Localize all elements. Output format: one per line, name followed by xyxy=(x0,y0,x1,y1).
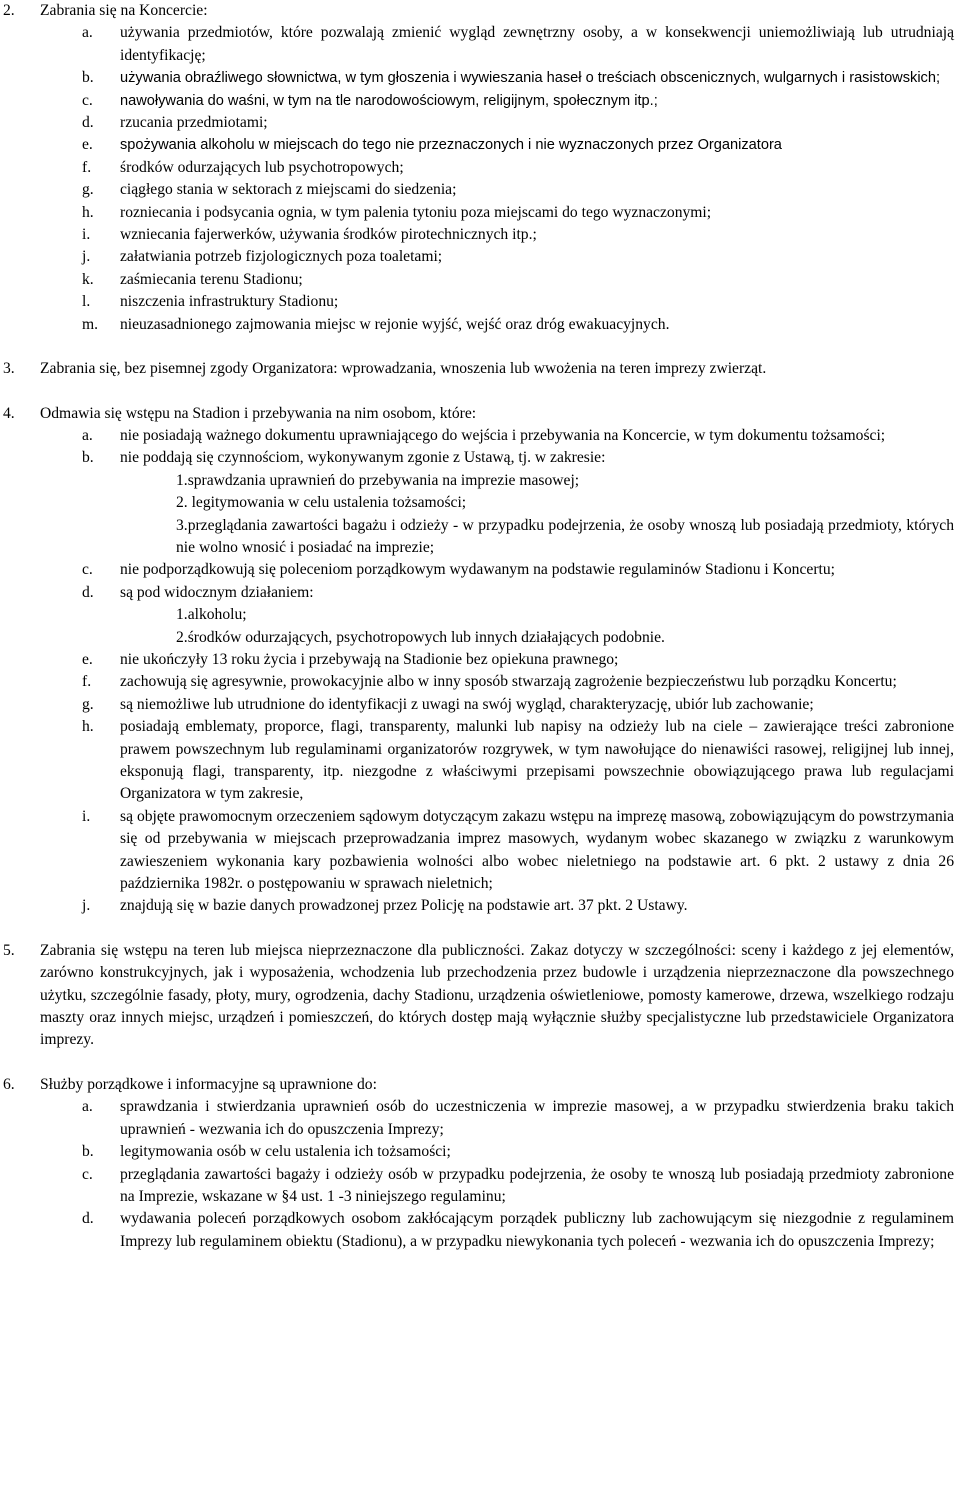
list-item xyxy=(0,1096,954,1141)
section-text: Zabrania się, bez pisemnej zgody Organizatora: wprowadzania, wnoszenia lub wwożenia na teren imprezy zwierząt. xyxy=(40,360,767,378)
section-4-list xyxy=(0,425,954,918)
item-label: e. xyxy=(82,136,93,154)
item-label: i. xyxy=(82,226,91,244)
list-item xyxy=(0,806,954,896)
section-title: Zabrania się na Koncercie: xyxy=(40,2,208,19)
section-6-heading xyxy=(0,1074,954,1096)
list-item xyxy=(0,314,954,336)
list-item xyxy=(0,671,954,693)
item-label: b. xyxy=(82,69,94,87)
list-item xyxy=(0,22,954,67)
item-label: b. xyxy=(82,1143,94,1161)
item-label: a. xyxy=(82,426,93,444)
item-text: nie posiadają ważnego dokumentu uprawniającego do wejścia i przebywania na Koncercie, w tym dokumentu tożsamości; xyxy=(120,426,886,444)
item-text: ciągłego stania w sektorach z miejscami do siedzenia; xyxy=(120,181,457,199)
list-item xyxy=(0,202,954,224)
list-item xyxy=(0,716,954,806)
item-text: są objęte prawomocnym orzeczeniem sądowym dotyczącym zakazu wstępu na imprezę masową, zobowiązującym do powstrzymania się od przebywania w miejscach przeprowadzania imprez masowych, wydanym wobec skazanego w związku z warunkowym zawieszeniem wykonania kary pozbawienia wolności albo wobec nieletniego na podstawie art. 6 pkt. 2 ustawy z dnia 26 października 1982r. o postępowaniu w sprawach nieletnich; xyxy=(120,807,954,893)
list-item xyxy=(0,582,954,604)
item-label: g. xyxy=(82,181,94,199)
item-label: d. xyxy=(82,1210,94,1228)
spacer xyxy=(0,336,954,358)
section-number: 4. xyxy=(3,404,15,422)
section-title: Odmawia się wstępu na Stadion i przebywania na nim osobom, które: xyxy=(40,404,477,422)
list-item xyxy=(0,67,954,89)
item-text: są pod widocznym działaniem: xyxy=(120,583,314,601)
item-label: h. xyxy=(82,203,94,221)
section-number: 5. xyxy=(3,941,15,959)
item-label: h. xyxy=(82,718,94,736)
list-item xyxy=(0,694,954,716)
item-text: są niemożliwe lub utrudnione do identyfikacji z uwagi na swój wygląd, charakteryzację, ubiór lub zachowanie; xyxy=(120,695,814,713)
item-text: znajdują się w bazie danych prowadzonej przez Policję na podstawie art. 37 pkt. 2 Ustawy. xyxy=(120,897,688,915)
item-label: m. xyxy=(82,315,99,333)
item-label: d. xyxy=(82,583,94,601)
sub-item: 2. legitymowania w celu ustalenia tożsamości; xyxy=(176,494,467,512)
item-text: rozniecania i podsycania ognia, w tym palenia tytoniu poza miejscami do tego wyznaczonymi; xyxy=(120,203,712,221)
item-text: nie podporządkowują się poleceniom porządkowym wydawanym na podstawie regulaminów Stadionu i Koncertu; xyxy=(120,561,835,579)
section-2-heading xyxy=(0,0,954,22)
sub-item: 2.środków odurzających, psychotropowych lub innych działających podobnie. xyxy=(176,628,665,646)
sub-item: 3.przeglądania zawartości bagażu i odzieży - w przypadku podejrzenia, że osoby wnoszą lub posiadają przedmioty, których nie wolno wnosić i posiadać na imprezie; xyxy=(176,516,954,556)
spacer xyxy=(0,381,954,403)
item-text: nie ukończyły 13 roku życia i przebywają na Stadionie bez opiekuna prawnego; xyxy=(120,650,619,668)
item-text: legitymowania osób w celu ustalenia ich tożsamości; xyxy=(120,1143,451,1161)
section-title: Służby porządkowe i informacyjne są uprawnione do: xyxy=(40,1075,377,1093)
list-item xyxy=(0,425,954,447)
item-text: środków odurzających lub psychotropowych; xyxy=(120,158,404,176)
item-label: f. xyxy=(82,673,92,691)
item-text: używania przedmiotów, które pozwalają zmienić wygląd zewnętrzny osoby, a w konsekwencji uniemożliwiają lub utrudniają identyfikację; xyxy=(120,24,954,64)
item-label: i. xyxy=(82,807,91,825)
item-text: spożywania alkoholu w miejscach do tego nie przeznaczonych i nie wyznaczonych przez Organizatora xyxy=(120,137,782,154)
item-label: a. xyxy=(82,1098,93,1116)
section-number: 3. xyxy=(3,360,15,378)
list-item xyxy=(0,895,954,917)
item-text: nawoływania do waśni, w tym na tle narodowościowym, religijnym, społecznym itp.; xyxy=(120,92,658,109)
section-6-list xyxy=(0,1096,954,1253)
item-text: używania obraźliwego słownictwa, w tym głoszenia i wywieszania haseł o treściach obscenicznych, wulgarnych i rasistowskich; xyxy=(120,70,941,87)
list-item xyxy=(0,134,954,156)
section-text: Zabrania się wstępu na teren lub miejsca nieprzeznaczone dla publiczności. Zakaz dotyczy w szczególności: sceny i każdego z jej elementów, zarówno konstrukcyjnych, jak i wyposażenia, wchodzenia lub przechodzenia przez budowle i urządzenia nieprzeznaczone dla powszechnego użytku, szczególnie fasady, płoty, mury, ogrodzenia, dachy Stadionu, urządzenia oświetleniowe, pomosty kamerowe, drzewa, wszelkiego rodzaju maszty oraz innych miejsc, urządzeń i pomieszczeń, do których dostęp mają wyłącznie służby specjalistyczne lub przedstawiciele Organizatora imprezy. xyxy=(40,941,954,1049)
list-item xyxy=(0,1208,954,1253)
section-4-heading xyxy=(0,403,954,425)
item-label: e. xyxy=(82,650,93,668)
item-text: zachowują się agresywnie, prowokacyjnie albo w inny sposób stwarzają zagrożenie bezpieczeństwu lub porządku Koncertu; xyxy=(120,673,897,691)
item-text: nieuzasadnionego zajmowania miejsc w rejonie wyjść, wejść oraz dróg ewakuacyjnych. xyxy=(120,315,670,333)
item-text: wzniecania fajerwerków, używania środków pirotechnicznych itp.; xyxy=(120,226,537,244)
section-number: 6. xyxy=(3,1075,15,1093)
item-label: b. xyxy=(82,449,94,467)
list-item xyxy=(0,224,954,246)
section-2-list xyxy=(0,22,954,336)
item-text: sprawdzania i stwierdzania uprawnień osób do uczestniczenia w imprezie masowej, a w przypadku stwierdzenia braku takich uprawnień - wezwania ich do opuszczenia Imprezy; xyxy=(120,1098,954,1138)
item-text: niszczenia infrastruktury Stadionu; xyxy=(120,293,339,311)
list-item xyxy=(0,649,954,671)
list-item xyxy=(0,559,954,581)
item-label: c. xyxy=(82,91,93,109)
sub-item: 1.sprawdzania uprawnień do przebywania na imprezie masowej; xyxy=(176,471,580,489)
list-item xyxy=(0,157,954,179)
list-item xyxy=(0,179,954,201)
list-item xyxy=(0,269,954,291)
item-text: wydawania poleceń porządkowych osobom zakłócającym porządek publiczny lub zachowującym się niezgodnie z regulaminem Imprezy lub regulaminem obiektu (Stadionu), a w przypadku niewykonania tych poleceń - wezwania ich do opuszczenia Imprezy; xyxy=(120,1210,954,1250)
item-label: f. xyxy=(82,158,92,176)
item-label: c. xyxy=(82,561,93,579)
section-3 xyxy=(0,358,954,380)
item-text: nie poddają się czynnościom, wykonywanym zgonie z Ustawą, tj. w zakresie: xyxy=(120,449,606,467)
item-label: j. xyxy=(82,248,91,266)
list-item xyxy=(0,1164,954,1209)
item-label: d. xyxy=(82,114,94,132)
item-text: zaśmiecania terenu Stadionu; xyxy=(120,270,303,288)
item-text: posiadają emblematy, proporce, flagi, transparenty, malunki lub napisy na odzieży lub na ciele – zawierające treści zabronione prawem powszechnym lub regulaminami organizatorów rozgrywek, w tym nawołujące do nienawiści rasowej, religijnej lub innej, eksponują flagi, transparenty, itp. niezgodne z właściwymi przepisami powszechnie obowiązującego prawa lub regulacjami Organizatora w tym zakresie, xyxy=(120,718,954,803)
item-text: załatwiania potrzeb fizjologicznych poza toaletami; xyxy=(120,248,443,266)
spacer xyxy=(0,1052,954,1074)
sub-item: 1.alkoholu; xyxy=(176,606,247,624)
item-label: l. xyxy=(82,293,91,311)
list-item xyxy=(0,246,954,268)
item-text: rzucania przedmiotami; xyxy=(120,114,268,132)
spacer xyxy=(0,918,954,940)
item-label: a. xyxy=(82,24,93,42)
list-item xyxy=(0,90,954,112)
item-label: k. xyxy=(82,270,94,288)
list-item xyxy=(0,112,954,134)
item-label: c. xyxy=(82,1165,93,1183)
item-text: przeglądania zawartości bagaży i odzieży osób w przypadku podejrzenia, że osoby te wnoszą lub posiadają przedmioty zabronione na Imprezie, wskazane w §4 ust. 1 -3 niniejszego regulaminu; xyxy=(120,1165,954,1205)
section-5 xyxy=(0,940,954,1052)
list-item xyxy=(0,447,954,469)
item-label: j. xyxy=(82,897,91,915)
list-item xyxy=(0,291,954,313)
item-label: g. xyxy=(82,695,94,713)
list-item xyxy=(0,1141,954,1163)
section-number: 2. xyxy=(3,2,15,19)
